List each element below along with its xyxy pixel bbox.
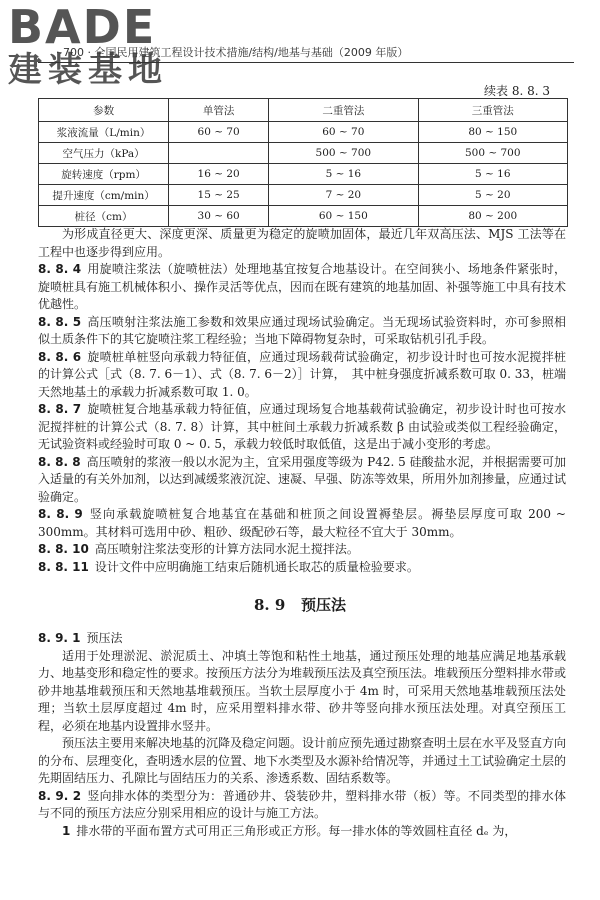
header-divider: [38, 62, 574, 63]
clause-text: 旋喷桩复合地基承载力特征值，应通过现场复合地基载荷试验确定，初步设计时也可按水泥搅拌桩的计算公式（8. 7. 8）计算，其中桩间土承载力折减系数 β 由试验或类似工程经验确定，无试验资料或经验时可取 0 ~ 0. 5，承载力较低时取低值，这是出于减小变形的考虑。: [38, 402, 566, 451]
item-text: 排水带的平面布置方式可用正三角形或正方形。每一排水体的等效圆柱直径 dₑ 为，: [76, 823, 517, 838]
item-number: 1: [62, 823, 71, 838]
upper-body: [38, 226, 566, 576]
header-cell: 二重管法: [269, 99, 418, 122]
clause-text: 旋喷桩单桩竖向承载力特征值，应通过现场载荷试验确定，初步设计时也可按水泥搅拌桩的计算公式［式（8. 7. 6－1）、式（8. 7. 6－2）］计算， 其中桩身强度折减系数可取 0. 33，桩端天然地基土的承载力折减系数可取 1. 0。: [38, 349, 566, 399]
clause-number: 8. 8. 6: [38, 349, 82, 364]
clause-number: 8. 8. 10: [38, 542, 89, 556]
parameter-table: [38, 98, 568, 227]
clause-title: 预压法: [86, 631, 123, 645]
table-cell: 60 ~ 70: [269, 122, 418, 143]
table-cell: 提升速度（cm/min）: [39, 185, 169, 206]
table-cell: 500 ~ 700: [418, 143, 567, 164]
section-number: 8. 9: [253, 596, 286, 614]
table-cell: 5 ~ 16: [269, 164, 418, 185]
clause-text: 高压喷射注浆法施工参数和效果应通过现场试验确定。当无现场试验资料时，亦可参照相似土质条件下的其它旋喷注浆工程经验；当地下障碍物复杂时，可采取钻机引孔手段。: [38, 314, 566, 346]
header-cell: 参数: [39, 99, 169, 122]
table-cell: 16 ~ 20: [169, 164, 269, 185]
header-cell: 三重管法: [418, 99, 567, 122]
clause-text: 用旋喷注浆法（旋喷桩法）处理地基宜按复合地基设计。在空间狭小、场地条件紧张时，旋喷桩具有施工机械体积小、操作灵活等优点，因而在既有建筑的地基加固、补强等施工中具有技术优越性。: [38, 262, 567, 311]
table-cell: [169, 143, 269, 164]
table-row: [39, 206, 568, 227]
clause-number: 8. 8. 5: [38, 314, 82, 329]
clause-number: 8. 8. 9: [38, 507, 83, 521]
table-continued-label: 续表 8. 8. 3: [484, 84, 550, 98]
running-header: · 700 · 全国民用建筑工程设计技术措施/结构/地基与基础（2009 年版）: [56, 46, 409, 59]
paragraph-8-9-1-a: 适用于处理淤泥、淤泥质土、冲填土等饱和粘性土地基，通过预压处理的地基应满足地基承载力、地基变形和稳定性的要求。按预压方法分为堆载预压法及真空预压法。堆载预压分塑料排水带或砂井地基堆载预压和天然地基堆载预压。当软土层厚度小于 4m 时，可采用天然地基堆载预压法处理；当软土层厚度超过 4m 时，应采用塑料排水带、砂井等竖向排水预压法处理。对真空预压工程，必须在地基内设置排水竖井。: [38, 648, 567, 733]
table-cell: 空气压力（kPa）: [39, 143, 169, 164]
table-cell: 60 ~ 150: [269, 206, 418, 227]
table-cell: 60 ~ 70: [169, 122, 269, 143]
table-cell: 80 ~ 150: [418, 122, 567, 143]
clause-8-8-10: [38, 541, 566, 559]
clause-8-8-9: [38, 506, 566, 541]
clause-text: 竖向承载旋喷桩复合地基宜在基础和桩顶之间设置褥垫层。褥垫层厚度可取 200 ~ 300mm。其材料可选用中砂、粗砂、级配砂石等，最大粒径不宜大于 30mm。: [38, 507, 566, 539]
section-heading: [0, 594, 600, 615]
logo-bottom-text: 建装基地: [8, 50, 168, 90]
clause-8-9-1: [38, 630, 566, 648]
clause-8-8-4: [38, 261, 566, 314]
table-cell: 旋转速度（rpm）: [39, 164, 169, 185]
clause-number: 8. 8. 8: [38, 454, 81, 469]
clause-8-8-7: [38, 401, 566, 454]
clause-number: 8. 8. 7: [38, 402, 82, 416]
clause-number: 8. 8. 4: [38, 262, 82, 276]
clause-text: 竖向排水体的类型分为：普通砂井、袋装砂井，塑料排水带（板）等。不同类型的排水体与不同的预压方法应分别采用相应的设计与施工方法。: [38, 788, 566, 820]
table-cell: 7 ~ 20: [269, 185, 418, 206]
table-cell: 80 ~ 200: [418, 206, 567, 227]
lower-body: [38, 630, 566, 840]
clause-8-8-11: [38, 559, 566, 577]
clause-number: 8. 8. 11: [38, 559, 89, 574]
table-row: [39, 164, 568, 185]
header-cell: 单管法: [169, 99, 269, 122]
clause-number: 8. 9. 1: [38, 631, 81, 645]
list-item-1: [38, 823, 566, 841]
section-title: 预压法: [300, 596, 346, 614]
paragraph-8-9-1-b: 预压法主要用来解决地基的沉降及稳定问题。设计前应预先通过勘察查明土层在水平及竖直方向的分布、层理变化，查明透水层的位置、地下水类型及水源补给情况等，并通过土工试验确定土层的先期固结压力、孔隙比与固结压力的关系、渗透系数、固结系数等。: [38, 736, 567, 785]
clause-text: 高压喷射注浆法变形的计算方法同水泥土搅拌法。: [94, 542, 359, 556]
clause-8-8-6: [38, 349, 566, 402]
table-row: [39, 143, 568, 164]
table-cell: 5 ~ 20: [418, 185, 567, 206]
clause-8-8-5: [38, 314, 566, 349]
table-cell: 30 ~ 60: [169, 206, 269, 227]
table-header-row: [39, 99, 568, 122]
table-cell: 5 ~ 16: [418, 164, 567, 185]
clause-text: 高压喷射的浆液一般以水泥为主，宜采用强度等级为 P42. 5 硅酸盐水泥，并根据需要可加入适量的有关外加剂，以达到减缓浆液沉淀、速凝、早强、防冻等效果，所用外加剂掺量，应通过试验确定。: [38, 454, 567, 504]
table-cell: 15 ~ 25: [169, 185, 269, 206]
table-cell: 浆液流量（L/min）: [39, 122, 169, 143]
table-row: [39, 122, 568, 143]
paragraph-intro: 为形成直径更大、深度更深、质量更为稳定的旋喷加固体，最近几年双高压法、MJS 工法等在工程中也逐步得到应用。: [38, 227, 566, 259]
table-row: [39, 185, 568, 206]
clause-8-8-8: [38, 454, 566, 507]
table-cell: 桩径（cm）: [39, 206, 169, 227]
table-cell: 500 ~ 700: [269, 143, 418, 164]
logo-top-text: BADE: [8, 0, 157, 54]
clause-8-9-2: [38, 788, 566, 823]
clause-number: 8. 9. 2: [38, 788, 82, 803]
clause-text: 设计文件中应明确施工结束后随机通长取芯的质量检验要求。: [94, 559, 419, 574]
